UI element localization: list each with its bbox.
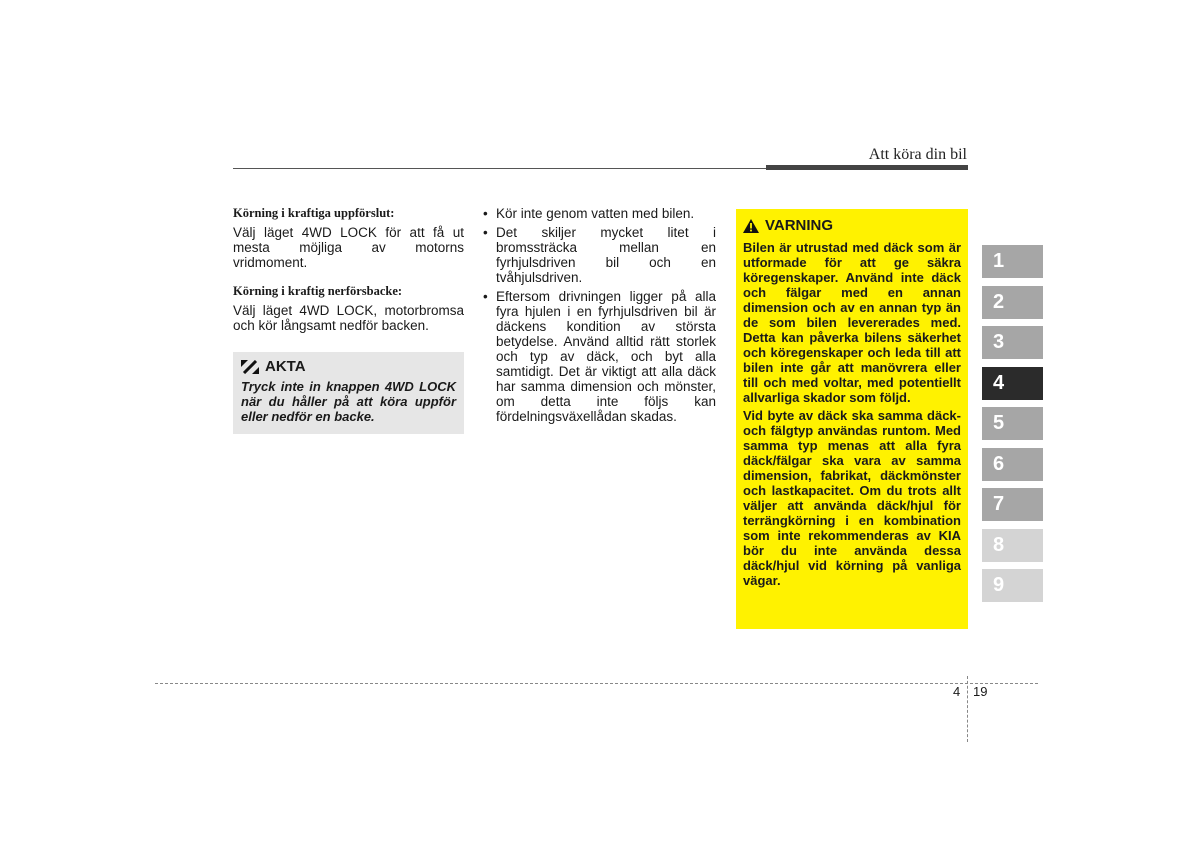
warning-paragraph-1: Bilen är utrustad med däck som är utformade för att ge säkra köregenskaper. Använd inte däck och fälgar med en annan dimension och av en annan typ än de som bilen levererades med. Detta kan påverka bilens säkerhet och köregenskaper och leda till att bilen inte går att manövrera eller till och med voltar, med potentiellt allvarliga skador som följd.	[743, 240, 961, 405]
header-rule-accent	[766, 165, 968, 170]
chapter-tab-7[interactable]: 7	[982, 488, 1043, 521]
section-heading-downhill: Körning i kraftig nerförsbacke:	[233, 284, 403, 298]
warning-box	[736, 209, 968, 629]
warning-paragraph-2: Vid byte av däck ska samma däck- och fälgtyp användas runtom. Med samma typ menas att alla fyra däck/fälgar ska vara av samma dimension, fabrikat, däckmönster och lastkapacitet. Om du trots allt väljer att använda däck/hjul för terrängkörning i en kombination som inte rekommenderas av KIA bör du inte använda dessa däck/hjul vid körning på vanliga vägar.	[743, 408, 961, 588]
chapter-tab-9[interactable]: 9	[982, 569, 1043, 602]
chapter-tab-4[interactable]: 4	[982, 367, 1043, 400]
bullet-item: • Kör inte genom vatten med bilen.	[483, 206, 695, 221]
footer-divider	[967, 676, 968, 742]
bullet-item: • Eftersom drivningen ligger på alla fyra hjulen i en fyrhjulsdriven bil är däckens kondition av största betydelse. Använd alltid rätt storlek och typ av däck, och byt alla samtidigt. Det är viktigt att alla däck har samma dimension och mönster, om detta inte följs kan fördelningsväxellådan skadas.	[483, 289, 716, 424]
chapter-tab-8[interactable]: 8	[982, 529, 1043, 562]
section-text-uphill: Välj läget 4WD LOCK för att få ut mesta möjliga av motorns vridmoment.	[233, 225, 464, 270]
column-1	[233, 206, 464, 434]
chapter-tab-1[interactable]: 1	[982, 245, 1043, 278]
section-heading-uphill: Körning i kraftiga uppförslut:	[233, 206, 395, 220]
footer-rule	[155, 683, 1038, 684]
warning-title: VARNING	[765, 217, 834, 234]
page-header-title: Att köra din bil	[868, 146, 967, 163]
caution-slash-icon	[241, 360, 259, 374]
akta-header	[241, 358, 456, 375]
bullet-item: • Det skiljer mycket litet i bromssträcka mellan en fyrhjulsdriven bil och en tvåhjulsdriven.	[483, 225, 716, 285]
akta-text: Tryck inte in knappen 4WD LOCK när du håller på att köra uppför eller nedför en backe.	[241, 379, 456, 424]
bullet-list	[482, 206, 716, 424]
akta-caution-box	[233, 352, 464, 434]
warning-header	[743, 217, 961, 234]
akta-title: AKTA	[265, 358, 306, 375]
chapter-tab-3[interactable]: 3	[982, 326, 1043, 359]
section-text-downhill: Välj läget 4WD LOCK, motorbromsa och kör långsamt nedför backen.	[233, 303, 464, 333]
chapter-tab-2[interactable]: 2	[982, 286, 1043, 319]
warning-triangle-icon	[743, 219, 759, 233]
column-2	[482, 206, 716, 428]
chapter-tab-5[interactable]: 5	[982, 407, 1043, 440]
chapter-tabs	[982, 245, 1043, 610]
page-chapter-number: 4	[953, 684, 961, 699]
chapter-tab-6[interactable]: 6	[982, 448, 1043, 481]
page-number: 19	[973, 684, 988, 699]
